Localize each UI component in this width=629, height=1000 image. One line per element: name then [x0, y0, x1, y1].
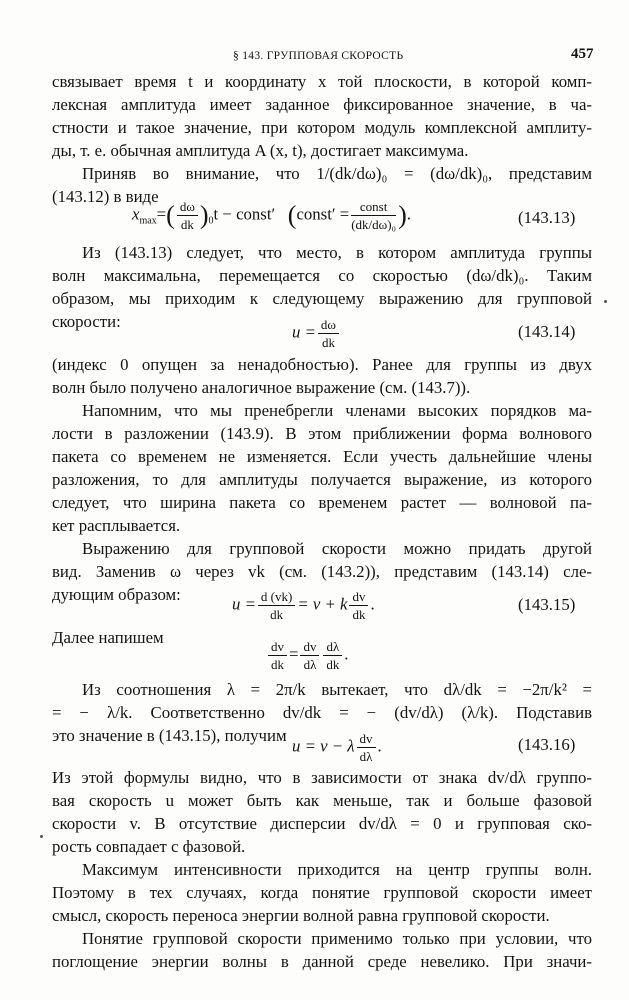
equation-143-13: $x_{max}=$( $\frac{d\omega}{dk}$ )$_0t$ − const′ (const′ = $\frac{\text{const}}{\text{(dk/dω)₀}}$ ). — [132, 199, 411, 232]
text-line: Напомним, что мы пренебрегли членами высоких порядков ма- — [82, 401, 592, 420]
text-line: Из соотношения λ = 2π/k вытекает, что dλ/dk = −2π/k² = — [82, 680, 592, 699]
running-header: § 143. ГРУППОВАЯ СКОРОСТЬ — [233, 50, 404, 62]
text-line: рость совпадает с фазовой. — [52, 837, 246, 856]
text-line: дующим образом: — [52, 585, 181, 604]
text-line: смысл, скорость переноса энергии волной равна групповой скорости. — [52, 906, 550, 925]
text-line: вид. Заменив ω через vk (см. (143.2)), представим (143.14) сле- — [52, 562, 592, 581]
text-line: кет расплывается. — [52, 516, 181, 535]
text-line: волн было получено аналогичное выражение (см. (143.7)). — [52, 378, 471, 397]
text-line: скорости v. В отсутствие дисперсии dv/dλ = 0 и групповая ско- — [52, 814, 592, 833]
scan-speck — [604, 300, 607, 303]
equation-dv-dk: $\frac{dv}{dk}$ = $\frac{dv}{d\lambda}$ $\frac{d\lambda}{dk}$ . — [266, 638, 348, 673]
equation-143-16: u = v − λ $\frac{dv}{d\lambda}$ . — [292, 731, 382, 764]
equation-number: (143.13) — [518, 208, 576, 227]
equation-number: (143.14) — [518, 322, 576, 341]
equation-number: (143.15) — [518, 595, 576, 614]
text-line: пакета со временем не изменяется. Если учесть дальнейшие члены — [52, 447, 592, 466]
text-line: лексная амплитуда имеет заданное фиксированное значение, в ча- — [52, 95, 592, 114]
text-line: Понятие групповой скорости применимо только при условии, что — [82, 929, 592, 948]
text-line: связывает время t и координату x той плоскости, в которой комп- — [52, 72, 592, 91]
text-line: вая скорость u может быть как меньше, так и больше фазовой — [52, 791, 592, 810]
text-line: скорости: — [52, 312, 121, 331]
text-line: разложения, то для амплитуды получается выражение, из которого — [52, 470, 592, 489]
text-line: Выражению для групповой скорости можно придать другой — [82, 539, 592, 558]
equation-143-15: u = $\frac{d (vk)}{dk}$ = v + k $\frac{dv}{dk}$ . — [232, 589, 375, 622]
scan-speck — [40, 835, 43, 838]
text-line: стности и такое значение, при котором модуль комплексной амплиту- — [52, 118, 592, 137]
text-line: образом, мы приходим к следующему выражению для групповой — [52, 289, 592, 308]
text-line: лости в разложении (143.9). В этом приближении форма волнового — [52, 424, 592, 443]
text-line: следует, что ширина пакета со временем растет — волновой па- — [52, 493, 592, 512]
text-line: (индекс 0 опущен за ненадобностью). Ранее для группы из двух — [52, 355, 592, 374]
page-number: 457 — [571, 46, 594, 62]
text-line: Поэтому в тех случаях, когда понятие групповой скорости имеет — [52, 883, 592, 902]
text-line: волн максимальна, перемещается со скоростью (dω/dk)₀. Таким — [52, 266, 592, 285]
text-line: (143.12) в виде — [52, 187, 159, 206]
text-line: это значение в (143.15), получим — [52, 726, 287, 745]
equation-number: (143.16) — [518, 735, 576, 754]
text-line: Из этой формулы видно, что в зависимости от знака dv/dλ группо- — [52, 768, 592, 787]
text-line: Приняв во внимание, что 1/(dk/dω)₀ = (dω/dk)₀, представим — [82, 164, 592, 183]
text-line: Из (143.13) следует, что место, в котором амплитуда группы — [82, 243, 592, 262]
text-line: поглощение энергии волны в данной среде невелико. При значи- — [52, 952, 592, 971]
text-line: ды, т. е. обычная амплитуда A (x, t), достигает максимума. — [52, 141, 469, 160]
text-line: Максимум интенсивности приходится на центр группы волн. — [82, 860, 592, 879]
text-line: Далее напишем — [52, 628, 164, 647]
text-line: = − λ/k. Соответственно dv/dk = − (dv/dλ) (λ/k). Подставив — [52, 703, 592, 722]
equation-143-14: u = $\frac{d\omega}{dk}$ — [292, 316, 341, 351]
